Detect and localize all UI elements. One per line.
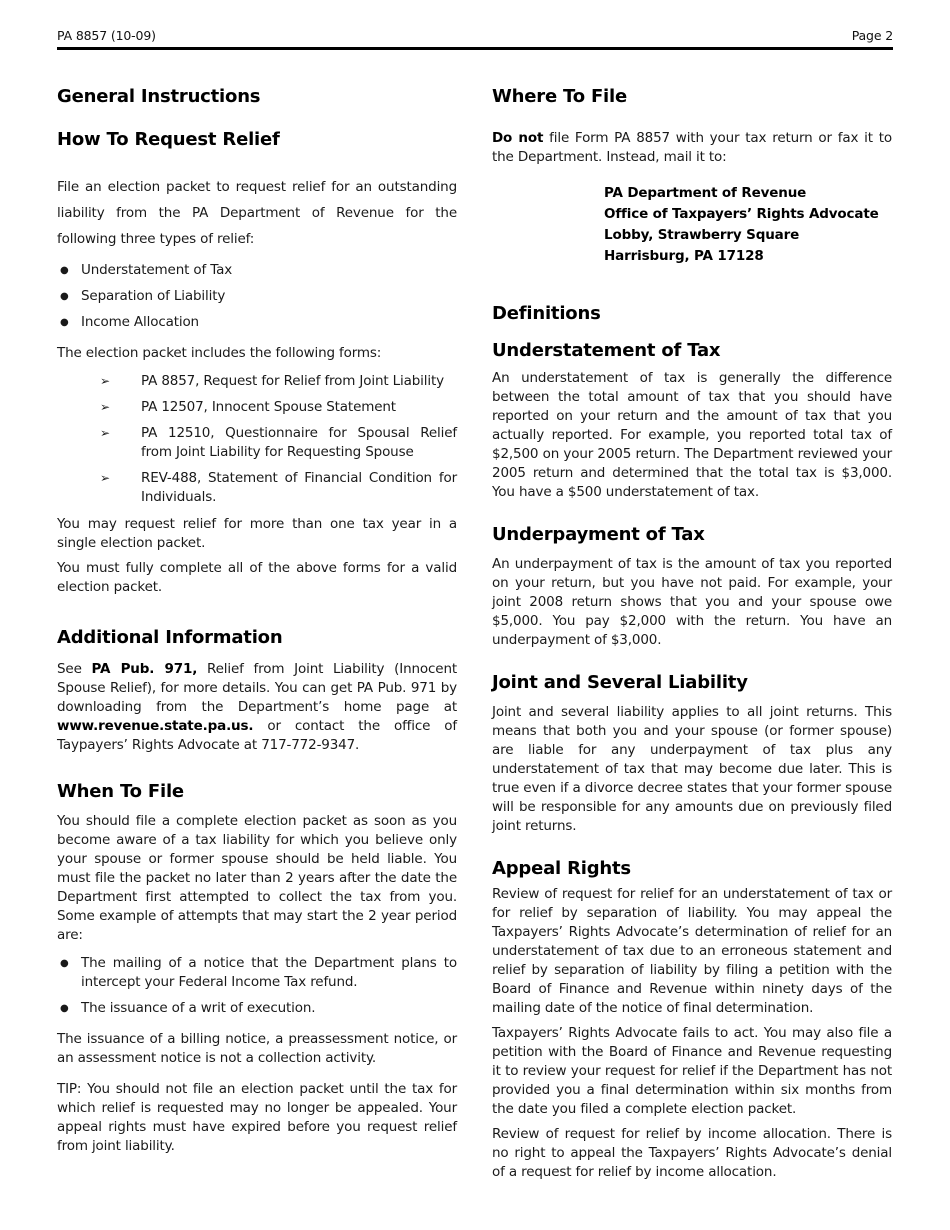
arrowhead-icon: ➢ bbox=[100, 426, 110, 440]
text-segment: file Form PA 8857 with your tax return or fax it to the Department. Instead, mail it to: bbox=[492, 130, 892, 165]
appeal-rights-paragraph: Taxpayers’ Rights Advocate fails to act. You may also file a petition with the Board of Finance and Revenue requesting it to review your request for relief if the Department has not provided you a final determination within six months from the date you filed a complete election packet. bbox=[492, 1025, 892, 1117]
appeal-rights-paragraph: Review of request for relief for an understatement of tax or for relief by separation of liability. You may appeal the Taxpayers’ Rights Advocate’s determination of relief for an understatement of tax due to an erroneous statement and relief by separation of liability by filing a petition with the Board of Finance and Revenue within ninety days of the mailing date of the notice of final determination. bbox=[492, 886, 892, 1016]
underpayment-paragraph: An underpayment of tax is the amount of tax you reported on your return, but you have not paid. For example, your joint 2008 return shows that you and your spouse owe $5,000. You pay $2,000 with the return. You have an underpayment of $3,000. bbox=[492, 556, 892, 648]
right-column bbox=[492, 86, 892, 1182]
arrowhead-icon: ➢ bbox=[100, 400, 110, 414]
definitions-title: Definitions bbox=[492, 303, 601, 324]
form-label: PA 12510, Questionnaire for Spousal Relief from Joint Liability for Requesting Spouse bbox=[141, 425, 457, 460]
where-to-file-paragraph bbox=[492, 129, 892, 167]
arrowhead-icon: ➢ bbox=[100, 374, 110, 388]
when-to-file-intro: You should file a complete election packet as soon as you become aware of a tax liability for which you believe only your spouse or former spouse should be held liable. You must file the packet no later than 2 years after the date the Department first attempted to collect the tax from you. Some example of attempts that may start the 2 year period are: bbox=[57, 813, 457, 943]
page-number: Page 2 bbox=[851, 28, 893, 43]
additional-information-paragraph bbox=[57, 660, 457, 755]
additional-information-title: Additional Information bbox=[57, 627, 283, 648]
general-instructions-title: General Instructions bbox=[57, 86, 261, 107]
list-item bbox=[60, 313, 457, 332]
website-url-bold: www.revenue.state.pa.us. bbox=[57, 718, 254, 734]
forms-list bbox=[57, 372, 457, 507]
list-item bbox=[100, 372, 457, 391]
mailing-address-block bbox=[604, 183, 892, 267]
joint-several-liability-title: Joint and Several Liability bbox=[492, 672, 748, 693]
attempt-item: The issuance of a writ of execution. bbox=[81, 1000, 316, 1016]
page-header bbox=[57, 28, 893, 47]
list-item bbox=[60, 999, 457, 1018]
text-segment: Relief from Joint Liability (Innocent Spouse Relief), for more details. You can get PA Pub. 971 by downloading from the Department’s home page at bbox=[57, 661, 458, 715]
appeal-rights-title: Appeal Rights bbox=[492, 858, 631, 879]
list-item bbox=[100, 424, 457, 462]
form-label: PA 8857, Request for Relief from Joint Liability bbox=[141, 373, 444, 389]
address-line: PA Department of Revenue bbox=[604, 185, 807, 201]
form-label: PA 12507, Innocent Spouse Statement bbox=[141, 399, 396, 415]
text-segment: See bbox=[57, 661, 92, 677]
list-item bbox=[60, 954, 457, 992]
two-column-layout bbox=[57, 86, 893, 1182]
relief-type-label: Separation of Liability bbox=[81, 288, 226, 304]
appeal-rights-paragraph: Review of request for relief by income allocation. There is no right to appeal the Taxpayers’ Rights Advocate’s denial of a request for relief by income allocation. bbox=[492, 1126, 892, 1180]
bullet-icon: ● bbox=[60, 1003, 69, 1014]
list-item bbox=[60, 287, 457, 306]
left-column bbox=[57, 86, 457, 1182]
joint-several-liability-paragraph: Joint and several liability applies to all joint returns. This means that both you and your spouse (or former spouse) are liable for any underpayment of tax plus any understatement of tax that may become due later. This is true even if a divorce decree states that your former spouse will be responsible for any amounts due on previously filed joint returns. bbox=[492, 704, 892, 834]
bullet-icon: ● bbox=[60, 291, 69, 302]
list-item bbox=[100, 398, 457, 417]
underpayment-title: Underpayment of Tax bbox=[492, 524, 705, 545]
address-line: Lobby, Strawberry Square bbox=[604, 227, 800, 243]
understatement-title: Understatement of Tax bbox=[492, 340, 721, 361]
header-rule bbox=[57, 47, 893, 50]
arrowhead-icon: ➢ bbox=[100, 471, 110, 485]
tip-paragraph: TIP: You should not file an election packet until the tax for which relief is requested may no longer be appealed. Your appeal rights must have expired before you request relief from joint liability. bbox=[57, 1081, 457, 1154]
relief-types-list bbox=[57, 261, 457, 332]
pub-reference-bold: PA Pub. 971, bbox=[91, 661, 198, 677]
where-to-file-title: Where To File bbox=[492, 86, 627, 107]
bullet-icon: ● bbox=[60, 265, 69, 276]
note-paragraph: You may request relief for more than one tax year in a single election packet. bbox=[57, 516, 457, 551]
form-label: REV-488, Statement of Financial Condition for Individuals. bbox=[141, 470, 457, 505]
understatement-paragraph: An understatement of tax is generally the difference between the total amount of tax that you should have reported on your return and the amount of tax that you actually reported. For example, you reported total tax of $2,500 on your 2005 return. The Department reviewed your 2005 return and determined that the total tax is $3,000. You have a $500 understatement of tax. bbox=[492, 370, 892, 500]
attempt-item: The mailing of a notice that the Department plans to intercept your Federal Income Tax refund. bbox=[81, 955, 457, 990]
when-to-file-title: When To File bbox=[57, 781, 184, 802]
do-not-bold: Do not bbox=[492, 130, 544, 146]
relief-type-label: Income Allocation bbox=[81, 314, 199, 330]
list-item bbox=[100, 469, 457, 507]
list-item bbox=[60, 261, 457, 280]
address-line: Office of Taxpayers’ Rights Advocate bbox=[604, 206, 879, 222]
bullet-icon: ● bbox=[60, 958, 69, 969]
bullet-icon: ● bbox=[60, 317, 69, 328]
collection-note: The issuance of a billing notice, a preassessment notice, or an assessment notice is not a collection activity. bbox=[57, 1031, 457, 1066]
how-to-request-intro: File an election packet to request relief for an outstanding liability from the PA Department of Revenue for the following three types of relief: bbox=[57, 179, 457, 247]
relief-type-label: Understatement of Tax bbox=[81, 262, 233, 278]
note-paragraph: You must fully complete all of the above forms for a valid election packet. bbox=[57, 560, 457, 595]
forms-intro: The election packet includes the following forms: bbox=[57, 345, 382, 361]
collection-attempts-list bbox=[57, 954, 457, 1018]
form-number: PA 8857 (10-09) bbox=[57, 28, 156, 43]
text-segment: or contact the office of Taypayers’ Rights Advocate at 717-772-9347. bbox=[57, 718, 457, 753]
how-to-request-relief-title: How To Request Relief bbox=[57, 129, 280, 150]
address-line: Harrisburg, PA 17128 bbox=[604, 248, 764, 264]
